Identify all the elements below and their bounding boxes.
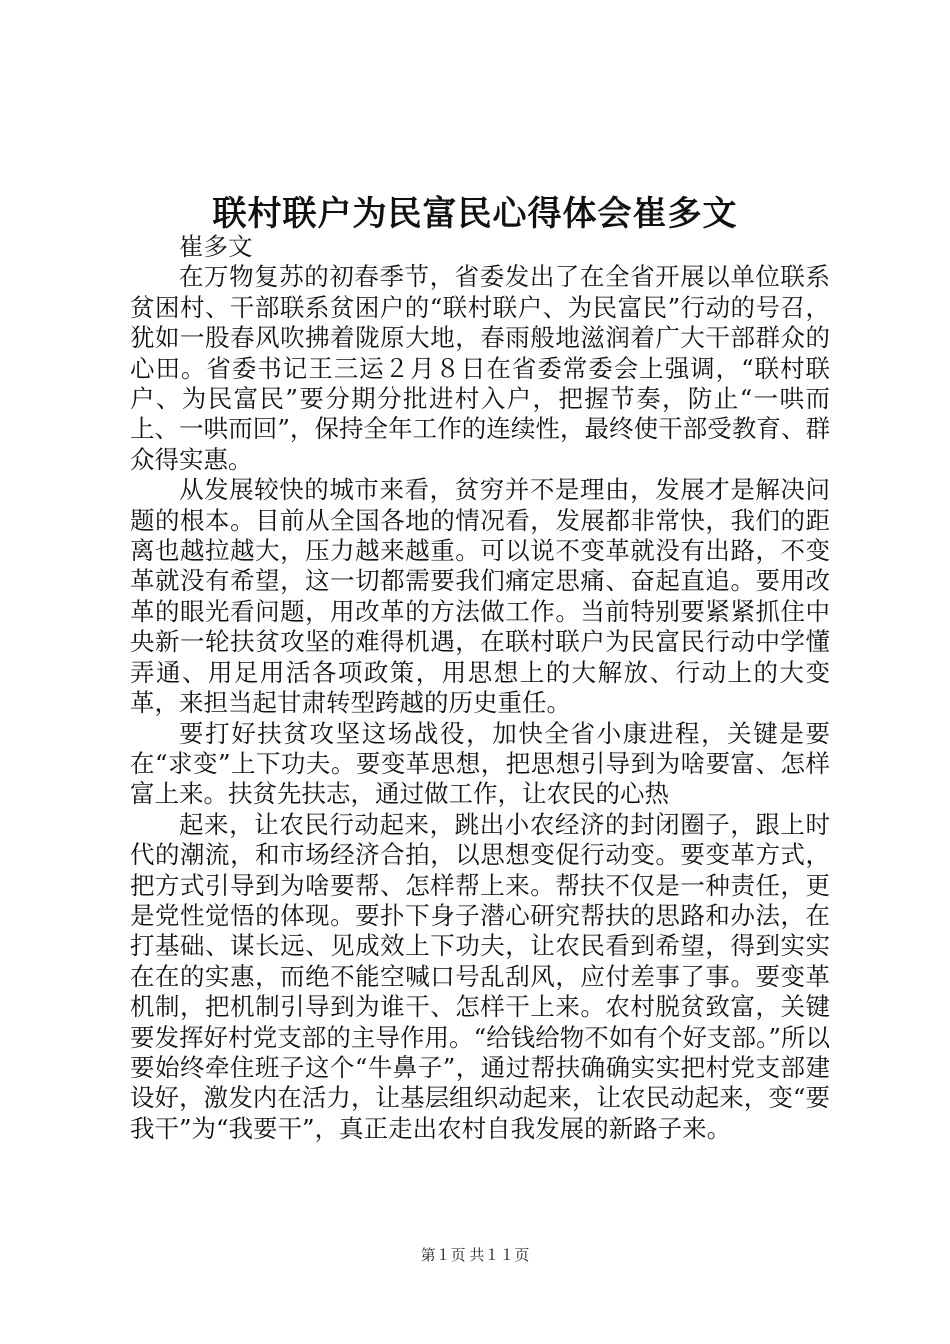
paragraph-1: 在万物复苏的初春季节，省委发出了在全省开展以单位联系贫困村、干部联系贫困户的“联村联户、为民富民”行动的号召，犹如一股春风吹拂着陇原大地，春雨般地滋润着广大干部群众的心田。省委书记王三运２月８日在省委常委会上强调，“联村联户、为民富民”要分期分批进村入户，把握节奏，防止“一哄而上、一哄而回”，保持全年工作的连续性，最终使干部受教育、群众得实惠。 bbox=[130, 262, 830, 474]
document-body bbox=[130, 232, 830, 1144]
paragraph-2: 从发展较快的城市来看，贫穷并不是理由，发展才是解决问题的根本。目前从全国各地的情况看，发展都非常快，我们的距离也越拉越大，压力越来越重。可以说不变革就没有出路，不变革就没有希望，这一切都需要我们痛定思痛、奋起直追。要用改革的眼光看问题，用改革的方法做工作。当前特别要紧紧抓住中央新一轮扶贫攻坚的难得机遇，在联村联户为民富民行动中学懂弄通、用足用活各项政策，用思想上的大解放、行动上的大变革，来担当起甘肃转型跨越的历史重任。 bbox=[130, 475, 830, 718]
paragraph-3: 要打好扶贫攻坚这场战役，加快全省小康进程，关键是要在“求变”上下功夫。要变革思想，把思想引导到为啥要富、怎样富上来。扶贫先扶志，通过做工作，让农民的心热 bbox=[130, 718, 830, 809]
page-footer: 第１页 共１１页 bbox=[420, 1248, 530, 1264]
document-title: 联村联户为民富民心得体会崔多文 bbox=[212, 194, 738, 234]
author-line: 崔多文 bbox=[179, 232, 253, 261]
paragraph-4: 起来，让农民行动起来，跳出小农经济的封闭圈子，跟上时代的潮流，和市场经济合拍，以思想变促行动变。要变革方式，把方式引导到为啥要帮、怎样帮上来。帮扶不仅是一种责任，更是党性觉悟的体现。要扑下身子潜心研究帮扶的思路和办法，在打基础、谋长远、见成效上下功夫，让农民看到希望，得到实实在在的实惠，而绝不能空喊口号乱刮风，应付差事了事。要变革机制，把机制引导到为谁干、怎样干上来。农村脱贫致富，关键要发挥好村党支部的主导作用。“给钱给物不如有个好支部。”所以要始终牵住班子这个“牛鼻子”，通过帮扶确确实实把村党支部建设好，激发内在活力，让基层组织动起来，让农民动起来，变“要我干”为“我要干”，真正走出农村自我发展的新路子来。 bbox=[130, 809, 830, 1143]
